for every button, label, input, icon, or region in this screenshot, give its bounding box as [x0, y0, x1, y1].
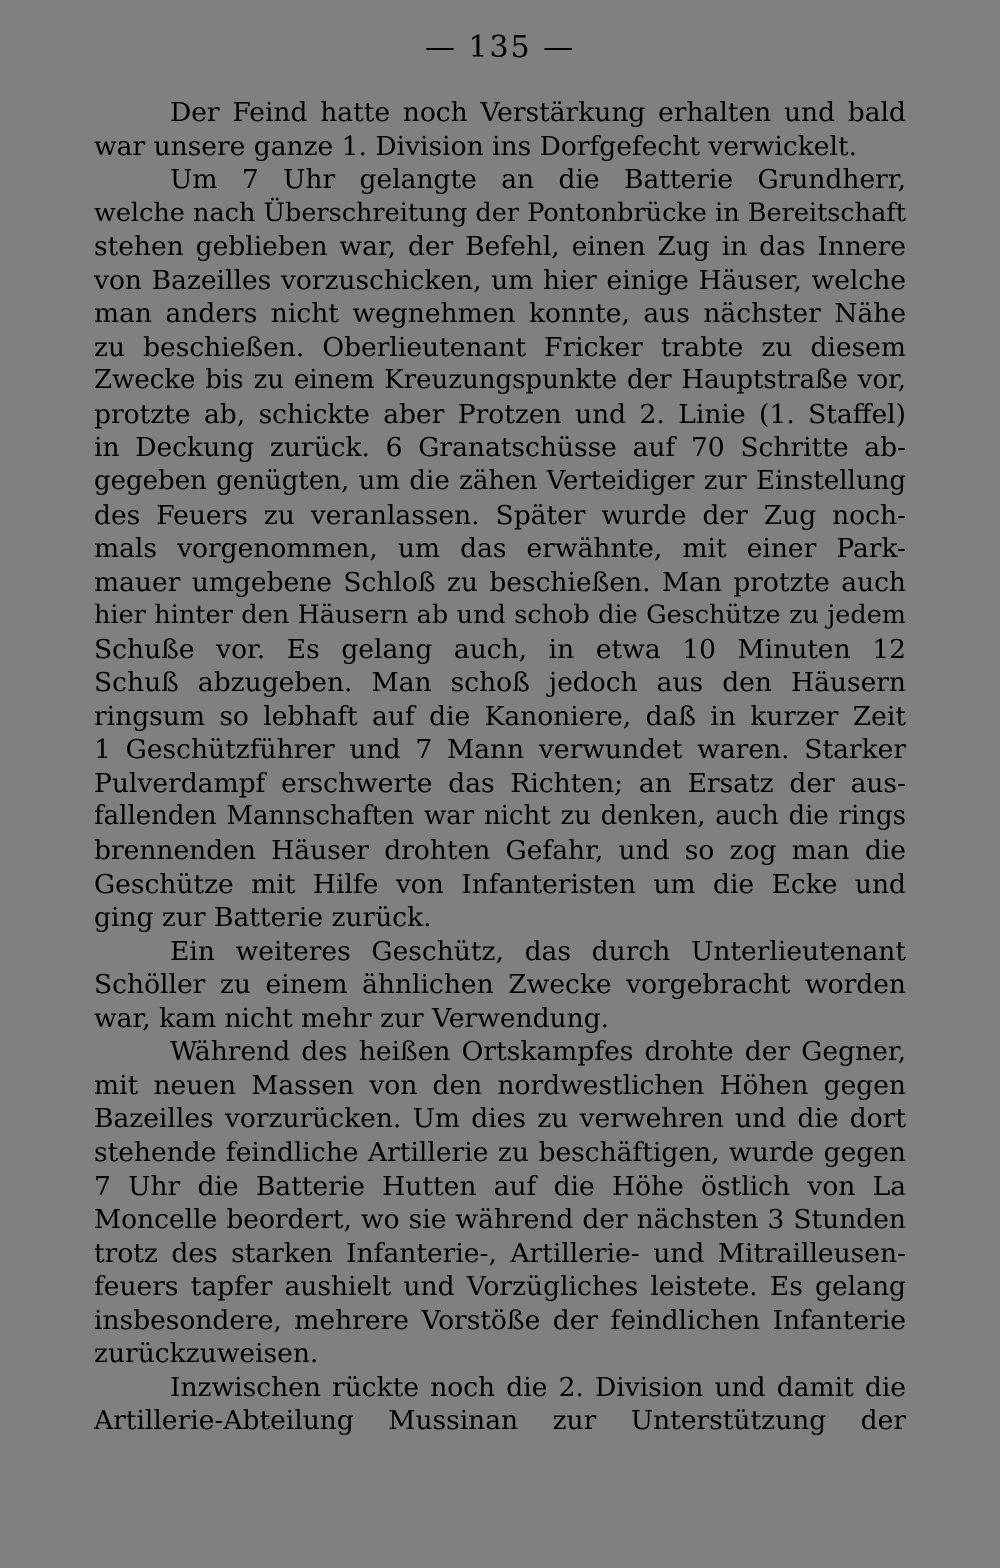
text-line: in Deckung zurück. 6 Granatschüsse auf 70 Schritte ab-: [94, 432, 906, 464]
text-line: 1 Geschützführer und 7 Mann verwundet waren. Starker: [94, 734, 906, 766]
text-line: ringsum so lebhaft auf die Kanoniere, daß in kurzer Zeit: [94, 700, 906, 732]
text-line: Der Feind hatte noch Verstärkung erhalten und bald: [170, 97, 906, 128]
text-line: mit neuen Massen von den nordwestlichen Höhen gegen: [94, 1069, 906, 1101]
text-line: mals vorgenommen, um das erwähnte, mit einer Park-: [94, 533, 906, 565]
text-line: war unsere ganze 1. Division ins Dorfgefecht verwickelt.: [94, 130, 858, 162]
text-line: von Bazeilles vorzuschicken, um hier einige Häuser, welche: [94, 264, 906, 296]
text-line: Inzwischen rückte noch die 2. Division und damit die: [170, 1371, 906, 1403]
text-line: war, kam nicht mehr zur Verwendung.: [94, 1002, 610, 1034]
text-line: stehende feindliche Artillerie zu beschäftigen, wurde gegen: [94, 1136, 906, 1168]
text-line: feuers tapfer aushielt und Vorzügliches leistete. Es gelang: [94, 1271, 906, 1303]
body-text: [94, 96, 906, 1438]
text-line: welche nach Überschreitung der Pontonbrücke in Bereitschaft: [94, 197, 906, 228]
text-line: Schöller zu einem ähnlichen Zwecke vorgebracht worden: [94, 969, 906, 1001]
text-line: Moncelle beordert, wo sie während der nächsten 3 Stunden: [94, 1204, 906, 1236]
page-number: — 135 —: [424, 30, 576, 65]
text-line: stehen geblieben war, der Befehl, einen Zug in das Innere: [94, 231, 906, 263]
text-line: insbesondere, mehrere Vorstöße der feindlichen Infanterie: [94, 1304, 906, 1336]
text-line: Bazeilles vorzurücken. Um dies zu verwehren und die dort: [94, 1103, 906, 1135]
text-line: fallenden Mannschaften war nicht zu denken, auch die rings: [94, 801, 906, 832]
text-line: Pulverdampf erschwerte das Richten; an Ersatz der aus-: [94, 767, 906, 799]
text-line: Schuß abzugeben. Man schoß jedoch aus den Häusern: [94, 667, 906, 699]
text-line: trotz des starken Infanterie-, Artillerie- und Mitrailleusen-: [94, 1237, 906, 1269]
text-line: Zwecke bis zu einem Kreuzungspunkte der Hauptstraße vor,: [94, 365, 906, 396]
text-line: Ein weiteres Geschütz, das durch Unterlieutenant: [170, 935, 906, 967]
text-line: Artillerie-Abteilung Mussinan zur Unterstützung der: [94, 1405, 906, 1437]
text-line: 7 Uhr die Batterie Hutten auf die Höhe östlich von La: [94, 1170, 906, 1202]
text-line: Schuße vor. Es gelang auch, in etwa 10 Minuten 12: [94, 633, 906, 665]
text-line: protzte ab, schickte aber Protzen und 2. Linie (1. Staffel): [94, 398, 906, 430]
text-line: zu beschießen. Oberlieutenant Fricker trabte zu diesem: [94, 331, 906, 363]
text-line: des Feuers zu veranlassen. Später wurde der Zug noch-: [94, 499, 906, 531]
text-line: Um 7 Uhr gelangte an die Batterie Grundherr,: [170, 164, 906, 196]
text-line: gegeben genügten, um die zähen Verteidiger zur Einstellung: [94, 466, 906, 497]
text-line: man anders nicht wegnehmen konnte, aus nächster Nähe: [94, 298, 906, 330]
text-line: brennenden Häuser drohten Gefahr, und so zog man die: [94, 835, 906, 867]
text-line: Geschütze mit Hilfe von Infanteristen um die Ecke und: [94, 868, 906, 900]
text-line: hier hinter den Häusern ab und schob die Geschütze zu jedem: [94, 600, 906, 631]
text-line: mauer umgebene Schloß zu beschießen. Man protzte auch: [94, 566, 906, 598]
text-line: ging zur Batterie zurück.: [94, 902, 432, 934]
text-line: zurückzuweisen.: [94, 1338, 319, 1370]
text-line: Während des heißen Ortskampfes drohte der Gegner,: [170, 1036, 906, 1068]
